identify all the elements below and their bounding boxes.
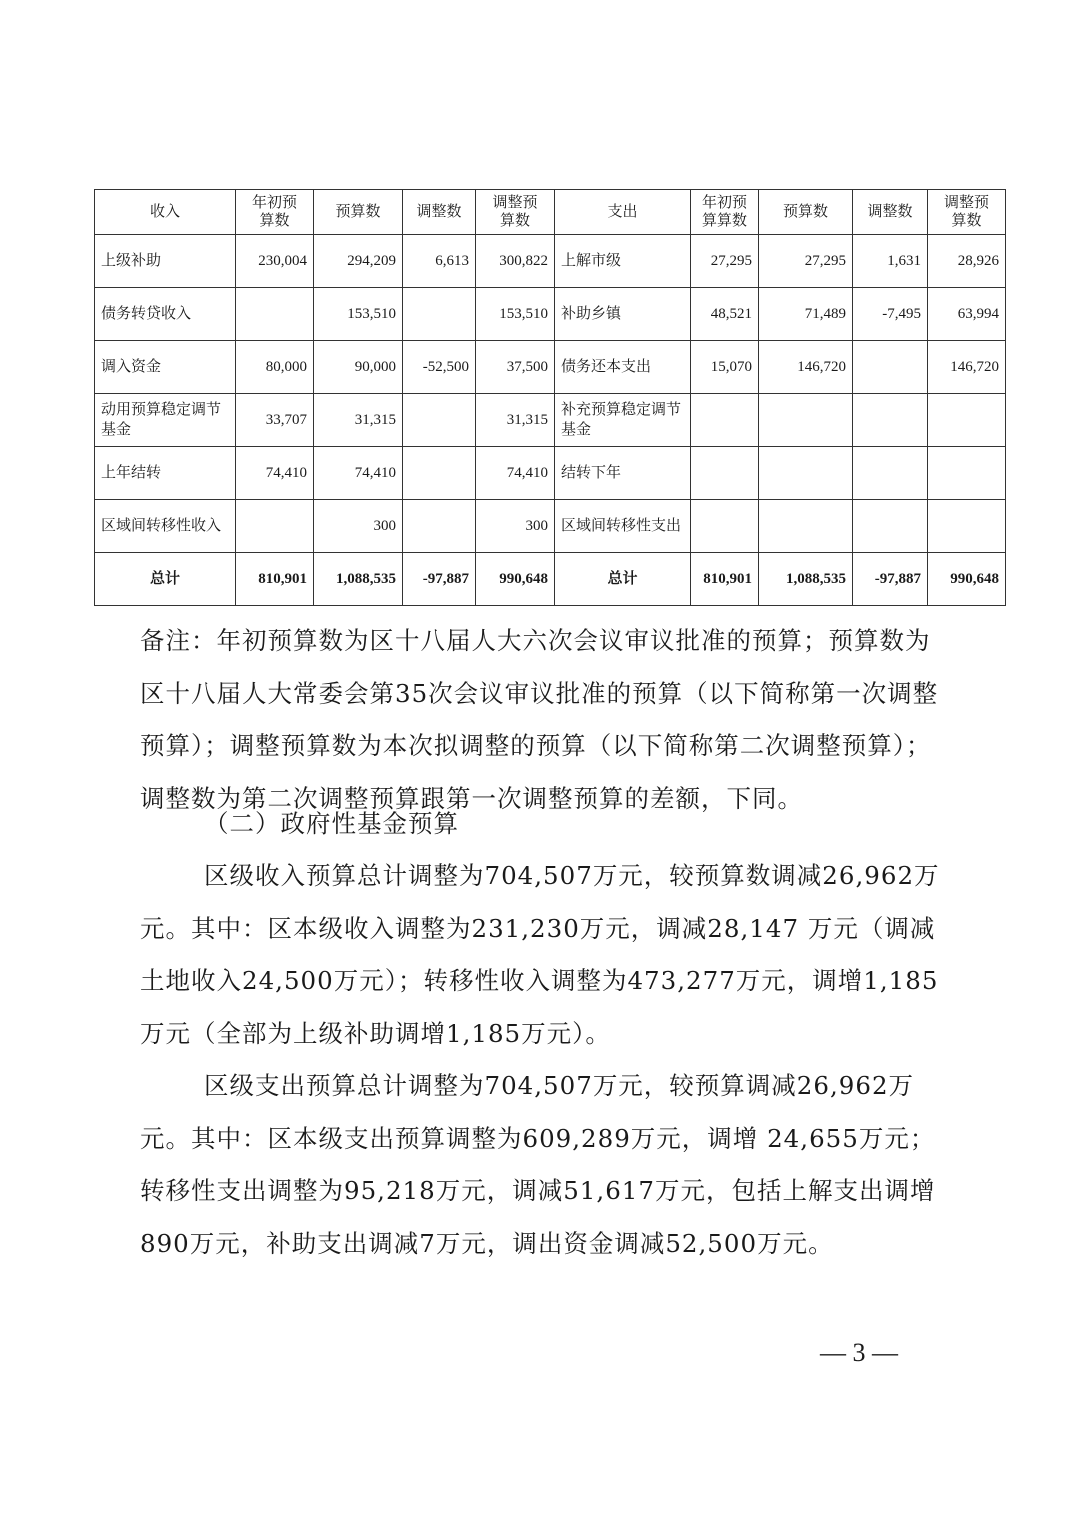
- value-cell: [691, 394, 759, 447]
- row-label-cell: 债务转贷收入: [95, 288, 236, 341]
- row-label-cell: 补助乡镇: [555, 288, 691, 341]
- value-cell: [236, 288, 314, 341]
- table-row: [95, 341, 1006, 394]
- table-note: 备注：年初预算数为区十八届人大六次会议审议批准的预算；预算数为区十八届人大常委会第35次会议审议批准的预算（以下简称第一次调整预算）；调整预算数为本次拟调整的预算（以下简称第二次调整预算）；调整数为第二次调整预算跟第一次调整预算的差额，下同。: [140, 626, 939, 813]
- value-cell: [928, 500, 1006, 553]
- section-heading: （二）政府性基金预算: [204, 809, 459, 838]
- column-header-line: 收入: [149, 204, 180, 220]
- value-cell: 300: [476, 500, 555, 553]
- column-header: [853, 190, 928, 235]
- value-cell: 153,510: [476, 288, 555, 341]
- column-header-line: 年初预: [251, 195, 297, 211]
- value-cell: 146,720: [928, 341, 1006, 394]
- column-header-line: 调整预: [492, 195, 538, 211]
- value-cell: 71,489: [759, 288, 853, 341]
- column-header: [314, 190, 403, 235]
- value-cell: 300: [314, 500, 403, 553]
- column-header-line: 支出: [607, 204, 638, 220]
- value-cell: 63,994: [928, 288, 1006, 341]
- value-cell: [403, 447, 476, 500]
- table-row: [95, 394, 1006, 447]
- value-cell: [928, 447, 1006, 500]
- value-cell: 74,410: [314, 447, 403, 500]
- column-header: [476, 190, 555, 235]
- page-number: — 3 —: [820, 1338, 898, 1367]
- row-label-cell: 区域间转移性支出: [555, 500, 691, 553]
- value-cell: 153,510: [314, 288, 403, 341]
- total-row: [95, 553, 1006, 606]
- value-cell: [853, 500, 928, 553]
- value-cell: 230,004: [236, 235, 314, 288]
- value-cell: [853, 394, 928, 447]
- value-cell: 74,410: [236, 447, 314, 500]
- table-header-row: [95, 190, 1006, 235]
- column-header-line: 算算数: [701, 213, 747, 229]
- value-cell: 27,295: [691, 235, 759, 288]
- row-label-cell: 补充预算稳定调节基金: [555, 394, 691, 447]
- total-label-cell: 总计: [555, 553, 691, 606]
- value-cell: 1,631: [853, 235, 928, 288]
- row-label-cell: 上解市级: [555, 235, 691, 288]
- value-cell: 15,070: [691, 341, 759, 394]
- value-cell: 6,613: [403, 235, 476, 288]
- value-cell: [403, 394, 476, 447]
- value-cell: 74,410: [476, 447, 555, 500]
- value-cell: 80,000: [236, 341, 314, 394]
- column-header-line: 年初预: [701, 195, 747, 211]
- total-value-cell: 990,648: [476, 553, 555, 606]
- table-row: [95, 500, 1006, 553]
- value-cell: -7,495: [853, 288, 928, 341]
- column-header: [759, 190, 853, 235]
- value-cell: 294,209: [314, 235, 403, 288]
- table-row: [95, 447, 1006, 500]
- value-cell: 146,720: [759, 341, 853, 394]
- column-header: [95, 190, 236, 235]
- total-label-cell: 总计: [95, 553, 236, 606]
- column-header-line: 调整预: [943, 195, 989, 211]
- value-cell: 48,521: [691, 288, 759, 341]
- column-header: [403, 190, 476, 235]
- row-label-cell: 债务还本支出: [555, 341, 691, 394]
- value-cell: [853, 447, 928, 500]
- total-value-cell: 990,648: [928, 553, 1006, 606]
- total-value-cell: 1,088,535: [759, 553, 853, 606]
- row-label-cell: 上级补助: [95, 235, 236, 288]
- value-cell: [236, 500, 314, 553]
- value-cell: 27,295: [759, 235, 853, 288]
- column-header-line: 预算数: [782, 204, 828, 220]
- value-cell: [691, 447, 759, 500]
- value-cell: [759, 500, 853, 553]
- column-header-line: 算数: [259, 213, 290, 229]
- value-cell: 90,000: [314, 341, 403, 394]
- column-header: [236, 190, 314, 235]
- column-header: [691, 190, 759, 235]
- column-header-line: 算数: [951, 213, 982, 229]
- value-cell: 300,822: [476, 235, 555, 288]
- table-row: [95, 235, 1006, 288]
- total-value-cell: -97,887: [403, 553, 476, 606]
- value-cell: [759, 447, 853, 500]
- value-cell: [403, 288, 476, 341]
- row-label-cell: 区域间转移性收入: [95, 500, 236, 553]
- value-cell: 28,926: [928, 235, 1006, 288]
- total-value-cell: -97,887: [853, 553, 928, 606]
- value-cell: [691, 500, 759, 553]
- value-cell: 31,315: [476, 394, 555, 447]
- value-cell: 31,315: [314, 394, 403, 447]
- column-header: [555, 190, 691, 235]
- paragraph-expenditure: 区级支出预算总计调整为704,507万元，较预算调减26,962万元。其中：区本级支出预算调整为609,289万元，调增 24,655万元；转移性支出调整为95,218万元，调减51,617万元，包括上解支出调增890万元，补助支出调减7万元，调出资金调减52,500万元。: [140, 1071, 936, 1258]
- value-cell: [853, 341, 928, 394]
- value-cell: [759, 394, 853, 447]
- value-cell: -52,500: [403, 341, 476, 394]
- total-value-cell: 810,901: [691, 553, 759, 606]
- total-value-cell: 810,901: [236, 553, 314, 606]
- total-value-cell: 1,088,535: [314, 553, 403, 606]
- column-header-line: 调整数: [416, 204, 462, 220]
- row-label-cell: 调入资金: [95, 341, 236, 394]
- table-row: [95, 288, 1006, 341]
- row-label-cell: 动用预算稳定调节基金: [95, 394, 236, 447]
- row-label-cell: 结转下年: [555, 447, 691, 500]
- column-header-line: 预算数: [335, 204, 381, 220]
- row-label-cell: 上年结转: [95, 447, 236, 500]
- column-header-line: 调整数: [867, 204, 913, 220]
- paragraph-revenue: 区级收入预算总计调整为704,507万元，较预算数调减26,962万元。其中：区本级收入调整为231,230万元，调减28,147 万元（调减土地收入24,500万元）；转移性收入调整为473,277万元，调增1,185万元（全部为上级补助调增1,185万元）。: [140, 861, 940, 1048]
- value-cell: [928, 394, 1006, 447]
- column-header: [928, 190, 1006, 235]
- budget-adjustment-table: [94, 189, 1006, 606]
- value-cell: 37,500: [476, 341, 555, 394]
- value-cell: [403, 500, 476, 553]
- value-cell: 33,707: [236, 394, 314, 447]
- column-header-line: 算数: [499, 213, 530, 229]
